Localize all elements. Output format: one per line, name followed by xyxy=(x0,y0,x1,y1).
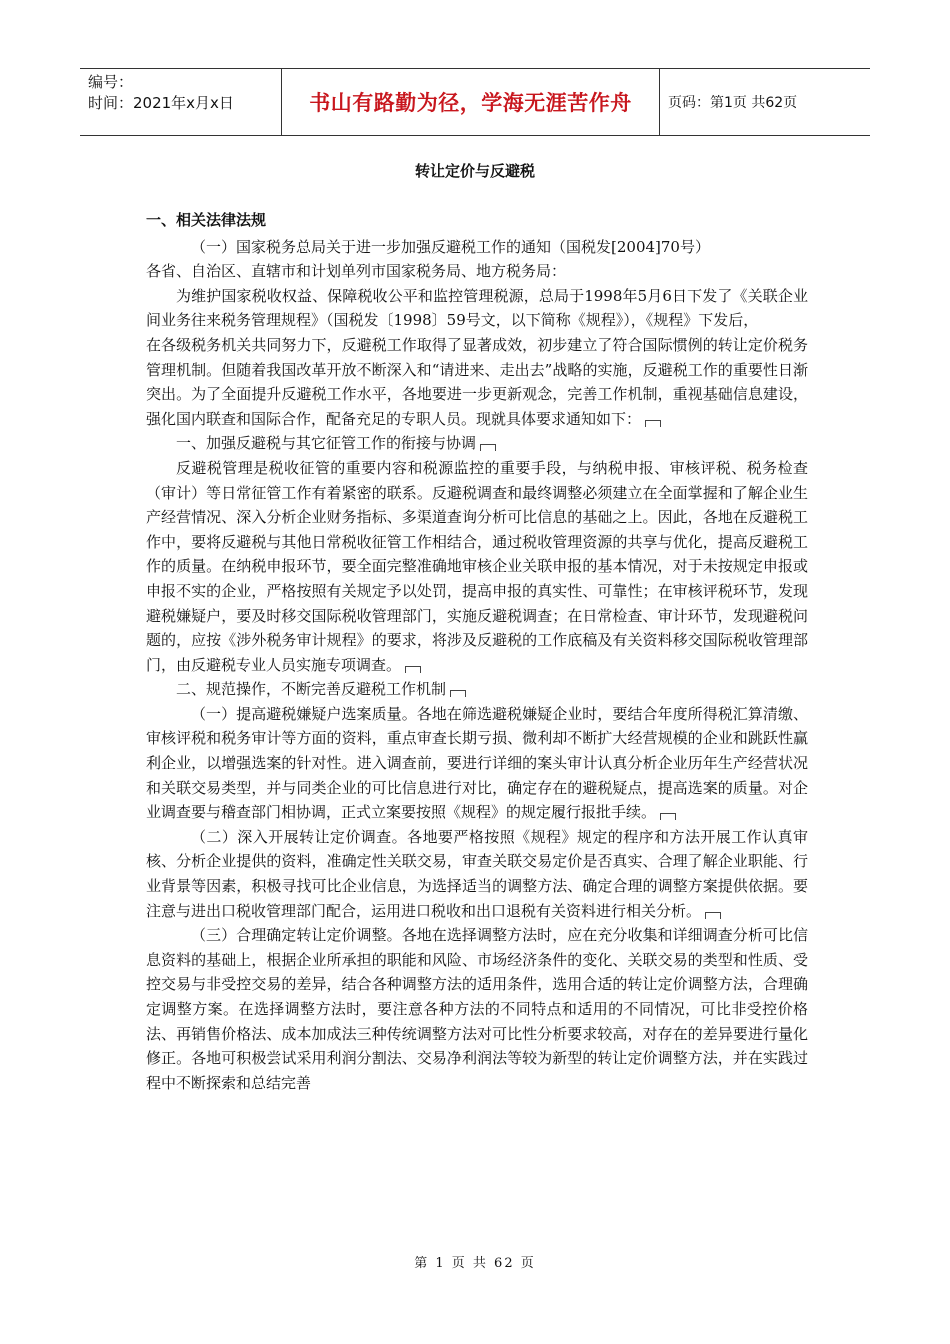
paragraph: 反避税管理是税收征管的重要内容和税源监控的重要手段，与纳税申报、审核评税、税务检查（审计）等日常征管工作有着紧密的联系。反避税调查和最终调整必须建立在全面掌握和了解企业生产经营情况、深入分析企业财务指标、多渠道查询分析可比信息的基础之上。因此，各地在反避税工作中，要将反避税与其他日常税收征管工作相结合，通过税收管理资源的共享与优化，提高反避税工作的质量。在纳税申报环节，要全面完整准确地审核企业关联申报的基本情况，对于未按规定申报或申报不实的企业，严格按照有关规定予以处罚，提高申报的真实性、可靠性；在审核评税环节，发现避税嫌疑户，要及时移交国际税收管理部门，实施反避税调查；在日常检查、审计环节，发现避税问题的，应按《涉外税务审计规程》的要求，将涉及反避税的工作底稿及有关资料移交国际税收管理部门，由反避税专业人员实施专项调查。 xyxy=(146,458,808,674)
paragraph-mark-icon xyxy=(645,420,661,427)
notice-title: （一）国家税务总局关于进一步加强反避税工作的通知（国税发[2004]70号） xyxy=(191,237,710,256)
paragraph: 在各级税务机关共同努力下，反避税工作取得了显著成效，初步建立了符合国际惯例的转让定价税务管理机制。但随着我国改革开放不断深入和“请进来、走出去”战略的实施，反避税工作的重要性日渐突出。为了全面提升反避税工作水平，各地要进一步更新观念，完善工作机制，重视基础信息建设，强化国内联查和国际合作，配备充足的专职人员。现就具体要求通知如下： xyxy=(146,335,808,428)
serial-number-label: 编号： xyxy=(88,73,134,91)
paragraph: （一）提高避税嫌疑户选案质量。各地在筛选避税嫌疑企业时，要结合年度所得税汇算清缴、审核评税和税务审计等方面的资料，重点审查长期亏损、微利却不断扩大经营规模的企业和跳跃性赢利企业，以增强选案的针对性。进入调查前，要进行详细的案头审计认真分析企业历年生产经营状况和关联交易类型，并与同类企业的可比信息进行对比，确定存在的避税疑点，提高选案的质量。对企业调查要与稽查部门相协调，正式立案要按照《规程》的规定履行报批手续。 xyxy=(146,704,808,822)
subsection-heading: 一、加强反避税与其它征管工作的衔接与协调 xyxy=(146,431,808,456)
page-footer: 第 1 页 共 62 页 xyxy=(414,1256,536,1271)
paragraph-mark-icon xyxy=(450,690,466,697)
header-table xyxy=(80,68,870,136)
paragraph-mark-icon xyxy=(480,444,496,451)
section-heading: 一、相关法律法规 xyxy=(146,211,267,229)
paragraph-mark-icon xyxy=(405,666,421,673)
paragraph-mark-icon xyxy=(660,813,676,820)
notice-recipients: 各省、自治区、直辖市和计划单列市国家税务局、地方税务局： xyxy=(146,262,567,281)
paragraph: （三）合理确定转让定价调整。各地在选择调整方法时，应在充分收集和详细调查分析可比信息资料的基础上，根据企业所承担的职能和风险、市场经济条件的变化、关联交易的类型和性质、受控交易与非受控交易的差异，结合各种调整方法的适用条件，选用合适的转让定价调整方法，合理确定调整方案。在选择调整方法时，要注意各种方法的不同特点和适用的不同情况，可比非受控价格法、再销售价格法、成本加成法三种传统调整方法对可比性分析要求较高，对存在的差异要进行量化修正。各地可积极尝试采用利润分割法、交易净利润法等较为新型的转让定价调整方法，并在实践过程中不断探索和总结完善 xyxy=(146,926,808,1092)
document-title: 转让定价与反避税 xyxy=(414,162,535,180)
paragraph: 为维护国家税收权益、保障税收公平和监控管理税源，总局于1998年5月6日下发了《关联企业间业务往来税务管理规程》（国税发〔1998〕59号文，以下简称《规程》），《规程》下发后， xyxy=(146,286,808,330)
subsection-heading: 二、规范操作，不断完善反避税工作机制 xyxy=(146,677,808,702)
document-body xyxy=(146,208,808,1095)
header-motto: 书山有路勤为径，学海无涯苦作舟 xyxy=(282,69,660,135)
header-page-code: 页码：第1页 共62页 xyxy=(668,95,798,111)
header-meta-cell xyxy=(80,69,282,135)
paragraph: （二）深入开展转让定价调查。各地要严格按照《规程》规定的程序和方法开展工作认真审核、分析企业提供的资料，准确定性关联交易，审查关联交易定价是否真实、合理了解企业职能、行业背景等因素，积极寻找可比企业信息，为选择适当的调整方法、确定合理的调整方案提供依据。要注意与进出口税收管理部门配合，运用进口税收和出口退税有关资料进行相关分析。 xyxy=(146,827,808,920)
paragraph-mark-icon xyxy=(705,912,721,919)
time-label: 时间：2021年x月x日 xyxy=(88,94,234,112)
